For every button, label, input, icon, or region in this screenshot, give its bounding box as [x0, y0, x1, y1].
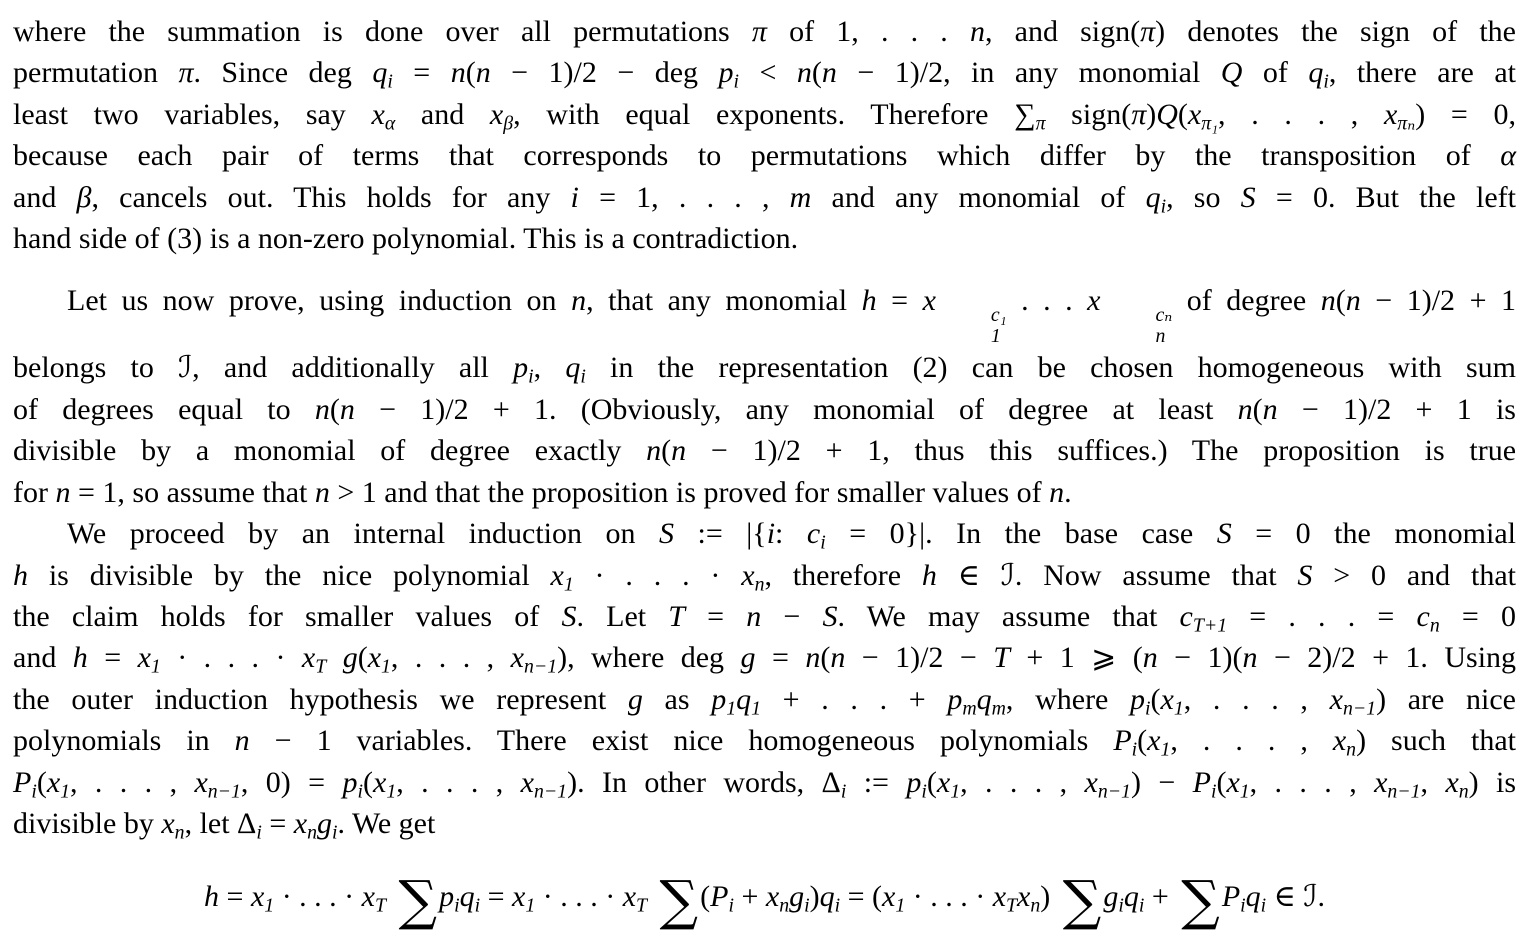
text-line: the outer induction hypothesis we represent g as $p_1q_1$ + . . . + $p_mq_m$, where $p_i(x_1$, . . . , $x_{n-1}$) are nice — [13, 682, 1516, 720]
text-line: the claim holds for smaller values of S. Let T = n − S. We may assume that $c_{T+1}$ = . . . = $c_n = 0$ — [13, 599, 1517, 637]
sub-sup-stack: c₁ 1 — [990, 303, 1007, 348]
paragraph — [13, 11, 1516, 259]
text-line: for n = 1, so assume that n > 1 and that the proposition is proved for smaller values of n. — [13, 475, 1072, 509]
paragraph — [13, 513, 1516, 844]
summation-symbol: ∑ — [398, 869, 438, 933]
text-content — [13, 11, 1516, 844]
summation-symbol: ∑ — [1062, 869, 1102, 933]
text-line: h is divisible by the nice polynomial $x_1$ · . . . · $x_n$, therefore h ∈ ℐ. Now assume that S > 0 and that — [13, 558, 1516, 596]
paragraph — [13, 280, 1516, 513]
text-line: divisible by $x_n$, let $\Delta_i = x_ng_i$. We get — [13, 806, 436, 844]
text-line: polynomials in n − 1 variables. There exist nice homogeneous polynomials $P_i(x_1$, . . . , $x_n$) such that — [13, 724, 1517, 761]
text-line: of degrees equal to n(n − 1)/2 + 1. (Obviously, any monomial of degree at least n(n − 1)/2 + 1 is — [13, 392, 1516, 426]
text-line: permutation π. Since deg $q_i = n(n - 1)/2$ − deg $p_i < n(n - 1)/2$, in any monomial Q of $q_i$, there are at — [13, 56, 1516, 93]
summation-symbol: ∑ — [1181, 869, 1220, 933]
text-line: and $h = x_1$ · . . . · $x_T$ $g(x_1$, . . . , $x_{n-1}$), where deg g = n(n − 1)/2 − T + 1 ⩾ (n − 1)(n − 2)/2 + 1. Using — [13, 641, 1517, 678]
summation-symbol: ∑ — [659, 869, 699, 933]
text-line: We proceed by an internal induction on S := |{i: $c_i = 0\}|$. In the base case S = 0 the monomial — [67, 517, 1516, 554]
display-equation: $h = x_1$ · . . . · $x_T$ $\sum p_iq_i = x_1$ · . . . · $x_T$ $\sum(P_i + x_ng_i)q_i = (x_1$ · . . . · $x_Tx_n$) $\sum g_iq_i + \sum P_iq_i$ ∈ ℐ. — [204, 869, 1325, 933]
text-line: least two variables, say $x_\alpha$ and $x_\beta$, with equal exponents. Therefore $\sum_\pi$ $sign(\pi)Q(x_{\pi_1}$, . . . , $x_{\pi_n}) = 0$, — [13, 97, 1517, 135]
text-line: where the summation is done over all permutations π of 1, . . . n, and sign(π) denotes the sign of the — [13, 15, 1516, 48]
text-line: hand side of (3) is a non-zero polynomial. This is a contradiction. — [13, 222, 799, 256]
text-line: and β, cancels out. This holds for any i = 1, . . . , m and any monomial of $q_i$, so S = 0. But the left — [13, 180, 1516, 218]
text-line: because each pair of terms that corresponds to permutations which differ by the transposition of α — [13, 139, 1516, 173]
text-line: Let us now prove, using induction on n, that any monomial h = x c₁ 1 . . . x cₙ n of degree n(n − 1)/2 + 1 — [67, 284, 1516, 348]
text-line: divisible by a monomial of degree exactly n(n − 1)/2 + 1, thus this suffices.) The proposition is true — [13, 434, 1517, 468]
text-line: $P_i(x_1$, . . . , $x_{n-1}$, $0) = p_i(x_1$, . . . , $x_{n-1}$). In other words, $\Delta_i$ := $p_i(x_1$, . . . , $x_{n-1}) - P_i(x_1$, . . . , $x_{n-1}$, $x_n$) is — [13, 765, 1517, 803]
sub-sup-stack: cₙ n — [1155, 303, 1173, 348]
text-line: belongs to ℐ, and additionally all $p_i$, $q_i$ in the representation (2) can be chosen homogeneous with sum — [13, 351, 1517, 388]
